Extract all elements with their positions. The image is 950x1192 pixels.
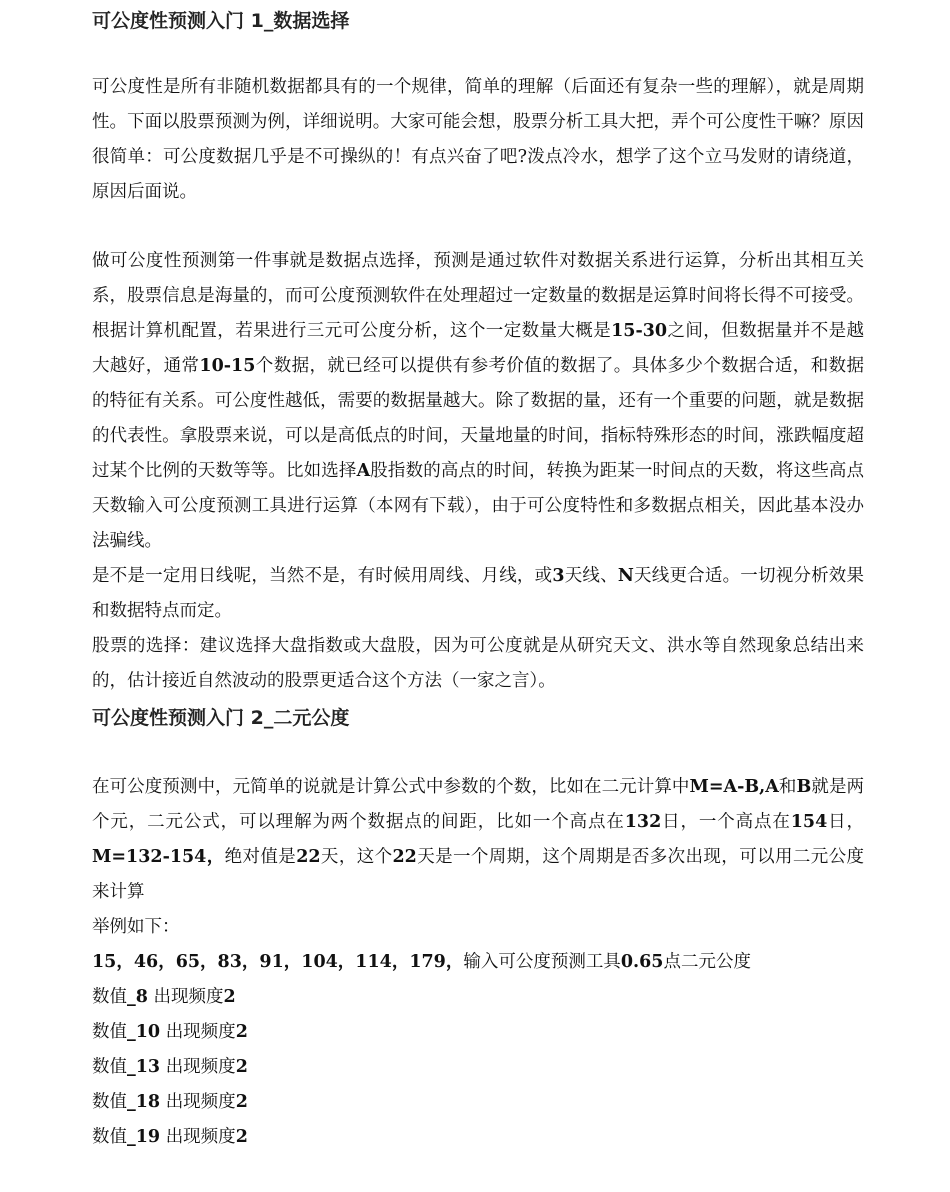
title-text: 二元公度 [273, 707, 350, 729]
section-2-explanation-paragraph: 在可公度预测中，元简单的说就是计算公式中参数的个数，比如在二元计算中M=A-B,A和B就是两个元，二元公式，可以理解为两个数据点的间距，比如一个高点在132日，一个高点在154日，M=132-154，绝对值是22天，这个22天是一个周期，这个周期是否多次出现，可以用二元公度来计算 [92, 777, 865, 902]
result-row: 数值_13 出现频度2 [92, 1057, 248, 1077]
example-label: 举例如下： [92, 917, 180, 937]
section-1-intro-paragraph: 可公度性是所有非随机数据都具有的一个规律，简单的理解（后面还有复杂一些的理解），就是周期性。下面以股票预测为例，详细说明。大家可能会想，股票分析工具大把，弄个可公度性干嘛？原因很简单：可公度数据几乎是不可操纵的！有点兴奋了吧?泼点冷水，想学了这个立马发财的请绕道，原因后面说。 [92, 77, 864, 202]
section-1-data-selection-paragraph: 做可公度性预测第一件事就是数据点选择，预测是通过软件对数据关系进行运算，分析出其相互关系，股票信息是海量的，而可公度预测软件在处理超过一定数量的数据是运算时间将长得不可接受。根据计算机配置，若果进行三元可公度分析，这个一定数量大概是15-30之间，但数据量并不是越大越好，通常10-15个数据，就已经可以提供有参考价值的数据了。具体多少个数据合适，和数据的特征有关系。可公度性越低，需要的数据量越大。除了数据的量，还有一个重要的问题，就是数据的代表性。拿股票来说，可以是高低点的时间，天量地量的时间，指标特殊形态的时间，涨跌幅度超过某个比例的天数等等。比如选择A股指数的高点的时间，转换为距某一时间点的天数，将这些高点天数输入可公度预测工具进行运算（本网有下载），由于可公度特性和多数据点相关，因此基本没办法骗线。 [92, 251, 865, 551]
title-number: 1_ [250, 10, 274, 32]
document-page [92, 6, 864, 1155]
section-1-timeframe-paragraph: 是不是一定用日线呢，当然不是，有时候用周线、月线，或3天线、N天线更合适。一切视分析效果和数据特点而定。 [92, 566, 865, 621]
section-1-stock-choice-paragraph: 股票的选择：建议选择大盘指数或大盘股，因为可公度就是从研究天文、洪水等自然现象总结出来的，估计接近自然波动的股票更适合这个方法（一家之言）。 [92, 636, 864, 691]
result-list [92, 980, 864, 1155]
result-row: 数值_8 出现频度2 [92, 987, 236, 1007]
result-row: 数值_18 出现频度2 [92, 1092, 248, 1112]
title-number: 2_ [250, 707, 274, 729]
result-row: 数值_10 出现频度2 [92, 1022, 248, 1042]
example-input-line: 15，46，65，83，91，104，114，179，输入可公度预测工具0.65点二元公度 [92, 952, 751, 972]
title-text: 数据选择 [273, 10, 350, 32]
title-text: 可公度性预测入门 [92, 707, 245, 729]
title-text: 可公度性预测入门 [92, 10, 245, 32]
section-2-title [92, 703, 864, 733]
section-1-title [92, 6, 864, 36]
result-row: 数值_19 出现频度2 [92, 1127, 248, 1147]
